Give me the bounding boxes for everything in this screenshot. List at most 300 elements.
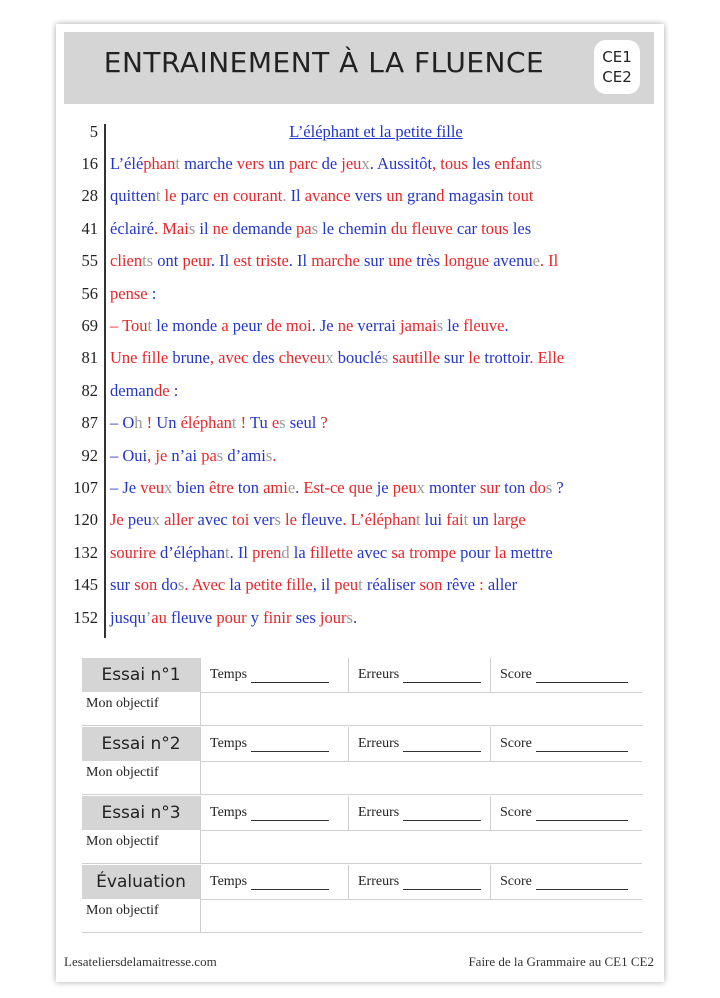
text-segment: sur xyxy=(439,348,465,368)
objective-label: Mon objectif xyxy=(86,834,159,849)
text-segment: avec xyxy=(193,510,228,530)
text-segment: deman xyxy=(110,380,154,400)
text-line xyxy=(56,348,664,380)
trial-label: Essai n°2 xyxy=(82,727,200,761)
text-segment: , avec xyxy=(209,348,249,368)
text-segment: s xyxy=(274,510,281,530)
text-segment: finir xyxy=(258,607,292,627)
text-segment: le xyxy=(464,348,481,368)
text-line-content xyxy=(110,510,526,530)
level-label-ce1: CE1 xyxy=(602,48,632,66)
text-segment: s xyxy=(188,218,196,238)
level-label-ce2: CE2 xyxy=(602,68,632,86)
text-segment: fai xyxy=(442,510,464,530)
text-segment: Il xyxy=(286,186,301,206)
text-segment: peur xyxy=(228,316,263,335)
text-segment: un xyxy=(264,154,285,173)
text-segment: aller xyxy=(159,510,194,530)
field-score xyxy=(500,865,628,899)
text-segment: son xyxy=(415,575,443,595)
text-segment: être xyxy=(204,478,234,497)
text-segment: demande xyxy=(228,218,292,238)
text-segment: ton xyxy=(233,478,259,497)
text-segment: Une fille xyxy=(110,348,169,368)
text-segment: s xyxy=(216,445,224,465)
text-segment: . xyxy=(504,316,509,335)
word-count: 55 xyxy=(81,251,98,271)
word-count: 69 xyxy=(81,316,98,335)
story-title: L’éléphant et la petite fille xyxy=(289,122,463,141)
text-segment: peu xyxy=(330,575,359,595)
text-segment: sur xyxy=(475,478,501,497)
page-title: ENTRAINEMENT À LA FLUENCE xyxy=(103,46,545,79)
text-segment: la xyxy=(225,575,242,595)
text-segment: sourire xyxy=(110,542,156,562)
table-gridline xyxy=(200,796,201,863)
table-gridline xyxy=(200,727,201,794)
trial-label: Évaluation xyxy=(82,865,200,899)
table-gridline xyxy=(348,796,349,830)
trial-label: Essai n°1 xyxy=(82,658,200,692)
table-gridline xyxy=(348,865,349,899)
text-segment: le xyxy=(443,316,460,335)
trial-label: Essai n°3 xyxy=(82,796,200,830)
text-line-content xyxy=(110,186,533,206)
text-segment: fleuve xyxy=(166,607,213,627)
text-segment: – Je xyxy=(110,478,137,497)
text-line xyxy=(56,284,664,316)
text-segment: ! xyxy=(142,413,153,433)
answer-blank-score[interactable] xyxy=(536,875,628,890)
text-segment: avec xyxy=(352,542,388,562)
text-segment: . Aussitôt xyxy=(369,154,433,173)
text-segment: éclairé xyxy=(110,218,154,238)
field-erreurs xyxy=(358,796,481,830)
text-segment: les xyxy=(508,218,532,238)
text-segment: de moi xyxy=(262,316,312,335)
header-banner xyxy=(64,32,654,104)
answer-blank-score[interactable] xyxy=(536,806,628,821)
text-segment: en courant xyxy=(209,186,283,206)
text-line-content xyxy=(110,381,178,401)
text-segment: . Elle xyxy=(529,348,565,368)
text-segment: . Il xyxy=(229,542,248,562)
text-line xyxy=(56,251,664,283)
text-segment: magasin xyxy=(444,186,504,206)
text-segment: , il xyxy=(312,575,331,595)
footer-book: Faire de la Grammaire au CE1 CE2 xyxy=(468,954,654,969)
text-segment: t xyxy=(155,186,161,206)
answer-blank-temps[interactable] xyxy=(251,806,329,821)
text-segment: ts xyxy=(142,251,154,271)
text-segment: fleuve xyxy=(459,316,505,335)
field-label: Score xyxy=(500,874,532,889)
text-segment: : xyxy=(169,380,179,400)
answer-blank-erreurs[interactable] xyxy=(403,806,481,821)
text-segment: s xyxy=(436,316,444,335)
word-count: 132 xyxy=(73,542,98,562)
text-segment: peur xyxy=(178,251,211,271)
footer-site: Lesateliersdelamaitresse.com xyxy=(64,954,217,969)
text-segment: e xyxy=(287,478,296,497)
text-line xyxy=(56,219,664,251)
text-segment: x xyxy=(416,478,425,497)
text-segment: parc xyxy=(176,186,209,206)
text-segment: . Avec xyxy=(184,575,226,595)
text-segment: t xyxy=(231,413,237,433)
field-label: Temps xyxy=(210,805,248,820)
text-segment: : xyxy=(474,575,484,595)
text-segment: clien xyxy=(110,251,143,271)
objective-label: Mon objectif xyxy=(86,903,159,918)
answer-blank-erreurs[interactable] xyxy=(403,668,481,683)
text-segment: jusqu xyxy=(110,607,146,627)
text-segment: y xyxy=(246,607,259,627)
text-segment: un xyxy=(382,186,403,206)
text-segment: les xyxy=(467,154,491,173)
word-count: 28 xyxy=(81,186,98,206)
text-segment: vers xyxy=(350,186,383,206)
text-segment: ? xyxy=(316,413,328,433)
text-segment: – Oui xyxy=(110,445,148,465)
word-count: 56 xyxy=(81,283,98,303)
text-segment: pa xyxy=(291,218,312,238)
text-segment: toi xyxy=(227,510,250,530)
table-gridline xyxy=(82,794,642,795)
field-score xyxy=(500,727,628,761)
field-label: Erreurs xyxy=(358,667,400,682)
text-segment: – O xyxy=(110,413,135,433)
text-segment: tout xyxy=(503,186,534,206)
answer-blank-erreurs[interactable] xyxy=(403,737,481,752)
text-segment: s xyxy=(279,413,286,433)
text-line-content xyxy=(110,413,328,433)
text-segment: le xyxy=(280,510,297,530)
text-segment: car xyxy=(452,218,478,238)
text-segment: lui xyxy=(420,510,443,530)
text-segment: il xyxy=(195,218,209,238)
objective-label: Mon objectif xyxy=(86,696,159,711)
text-segment: petite fille xyxy=(241,575,313,595)
text-line-content xyxy=(110,316,509,336)
trial-row xyxy=(82,658,642,726)
table-gridline xyxy=(200,761,642,762)
field-temps xyxy=(210,658,329,692)
text-segment: . xyxy=(295,478,300,497)
text-segment: sa trompe xyxy=(387,542,456,562)
word-count: 41 xyxy=(81,218,98,238)
text-segment: bien xyxy=(172,478,205,497)
text-segment: peu xyxy=(123,510,152,530)
text-segment: rêve xyxy=(442,575,475,595)
answer-blank-erreurs[interactable] xyxy=(403,875,481,890)
text-segment: la xyxy=(289,542,306,562)
text-segment: n’ai xyxy=(167,445,198,465)
text-segment: d xyxy=(436,186,445,206)
text-segment: cheveu xyxy=(274,348,326,368)
field-label: Erreurs xyxy=(358,874,400,889)
text-segment: large xyxy=(488,510,526,530)
text-line xyxy=(56,316,664,348)
text-segment: d’éléphan xyxy=(155,542,226,562)
text-line-content xyxy=(110,219,531,239)
table-gridline xyxy=(200,692,642,693)
text-segment: le xyxy=(160,186,177,206)
text-segment: des xyxy=(248,348,275,368)
text-segment: do xyxy=(525,478,546,497)
text-segment: h xyxy=(134,413,143,433)
text-segment: Un xyxy=(152,413,177,433)
text-segment: je xyxy=(372,478,389,497)
table-gridline xyxy=(200,899,642,900)
text-segment: ! xyxy=(236,413,247,433)
table-gridline xyxy=(348,727,349,761)
text-segment: enfan xyxy=(490,154,532,173)
table-gridline xyxy=(82,863,642,864)
text-segment: sautille xyxy=(388,348,440,368)
text-segment: jour xyxy=(315,607,347,627)
text-line xyxy=(56,186,664,218)
trial-row xyxy=(82,727,642,795)
text-segment: avenu xyxy=(489,251,533,271)
text-line-content xyxy=(110,348,564,368)
table-gridline xyxy=(200,658,201,725)
text-segment: x xyxy=(151,510,160,530)
text-segment: sur xyxy=(359,251,385,271)
text-segment: phan xyxy=(143,154,176,173)
word-count: 5 xyxy=(89,122,98,141)
text-line xyxy=(56,543,664,575)
text-segment: quitten xyxy=(110,186,156,206)
answer-blank-temps[interactable] xyxy=(251,668,329,683)
text-segment: t xyxy=(463,510,469,530)
word-count: 87 xyxy=(81,413,98,433)
text-line xyxy=(56,154,664,186)
text-segment: Je xyxy=(110,510,124,530)
worksheet-page xyxy=(56,24,664,982)
field-label: Erreurs xyxy=(358,805,400,820)
text-segment: ver xyxy=(249,510,275,530)
text-segment: peu xyxy=(388,478,417,497)
text-segment: d’ami xyxy=(223,445,266,465)
text-segment: veu xyxy=(136,478,165,497)
text-segment: pour xyxy=(212,607,247,627)
text-segment: . xyxy=(272,445,277,465)
text-segment: . xyxy=(352,607,358,627)
text-segment: longue xyxy=(440,251,490,271)
field-erreurs xyxy=(358,865,481,899)
text-segment: ne xyxy=(333,316,354,335)
text-segment: la xyxy=(490,542,507,562)
text-segment: son xyxy=(130,575,158,595)
table-gridline xyxy=(200,830,642,831)
field-label: Erreurs xyxy=(358,736,400,751)
text-line-content xyxy=(110,608,357,628)
text-line xyxy=(56,381,664,413)
text-segment: t xyxy=(147,316,153,335)
field-score xyxy=(500,796,628,830)
text-segment: du fleuve xyxy=(386,218,453,238)
text-segment: e xyxy=(267,413,280,433)
text-segment: est triste xyxy=(229,251,289,271)
text-segment: Tu xyxy=(246,413,268,433)
table-gridline xyxy=(490,658,491,692)
text-segment: x xyxy=(325,348,334,368)
word-count: 82 xyxy=(81,380,98,400)
text-segment: s xyxy=(177,575,185,595)
text-segment: sur xyxy=(110,575,131,595)
table-gridline xyxy=(490,796,491,830)
text-segment: , tous xyxy=(432,154,468,173)
text-segment: s xyxy=(545,478,553,497)
text-segment: brune xyxy=(168,348,210,368)
text-segment: éléphan xyxy=(176,413,232,433)
word-count: 120 xyxy=(73,510,98,530)
word-count: 152 xyxy=(73,607,98,627)
field-erreurs xyxy=(358,658,481,692)
text-segment: . Il xyxy=(288,251,308,271)
text-segment: ton xyxy=(500,478,526,497)
answer-blank-temps[interactable] xyxy=(251,737,329,752)
field-score xyxy=(500,658,628,692)
text-line xyxy=(56,446,664,478)
text-segment: Est-ce que xyxy=(299,478,373,497)
text-segment: mettre xyxy=(506,542,553,562)
text-segment: monter xyxy=(424,478,476,497)
text-segment: x xyxy=(361,154,370,173)
text-segment: t xyxy=(415,510,421,530)
text-segment: de xyxy=(153,380,170,400)
trial-row xyxy=(82,865,642,933)
field-temps xyxy=(210,727,329,761)
text-segment: au xyxy=(151,607,167,627)
text-segment: . xyxy=(282,186,287,206)
text-line-content xyxy=(110,251,558,271)
text-segment: – Tou xyxy=(110,316,148,335)
text-segment: a xyxy=(217,316,229,335)
table-gridline xyxy=(490,727,491,761)
text-segment: t xyxy=(175,154,180,173)
text-segment: un xyxy=(468,510,489,530)
text-segment: vers xyxy=(232,154,265,173)
text-segment: très xyxy=(412,251,441,271)
text-line-content xyxy=(110,543,553,563)
field-label: Temps xyxy=(210,736,248,751)
word-count: 92 xyxy=(81,445,98,465)
field-label: Score xyxy=(500,667,532,682)
text-segment: x xyxy=(164,478,173,497)
text-line xyxy=(56,510,664,542)
text-segment: d xyxy=(281,542,290,562)
text-segment: s xyxy=(311,218,319,238)
text-segment: e xyxy=(532,251,540,271)
text-segment: verrai xyxy=(353,316,396,335)
text-segment: de xyxy=(317,154,338,173)
text-segment: jamai xyxy=(395,316,437,335)
text-segment: fleuve xyxy=(296,510,343,530)
text-segment: parc xyxy=(284,154,318,173)
text-segment: jeu xyxy=(337,154,362,173)
text-segment: t xyxy=(225,542,230,562)
table-gridline xyxy=(82,725,642,726)
text-line xyxy=(56,413,664,445)
text-segment: do xyxy=(157,575,178,595)
level-badge xyxy=(594,40,640,94)
text-segment: ont xyxy=(153,251,179,271)
text-segment: une xyxy=(384,251,413,271)
field-label: Temps xyxy=(210,667,248,682)
text-line xyxy=(56,608,664,640)
text-segment: avance xyxy=(300,186,351,206)
text-segment: s xyxy=(346,607,353,627)
text-segment: L’élé xyxy=(110,154,144,173)
answer-blank-temps[interactable] xyxy=(251,875,329,890)
answer-blank-score[interactable] xyxy=(536,668,628,683)
text-segment: ’ xyxy=(145,607,152,627)
text-segment: ? xyxy=(552,478,564,497)
text-segment: bouclé xyxy=(333,348,382,368)
text-segment: . Il xyxy=(539,251,559,271)
text-segment: . Mai xyxy=(153,218,189,238)
table-gridline xyxy=(348,658,349,692)
text-segment: tous xyxy=(477,218,509,238)
text-segment: . Je xyxy=(311,316,334,335)
text-line-content xyxy=(110,446,276,466)
answer-blank-score[interactable] xyxy=(536,737,628,752)
text-segment: marche xyxy=(307,251,360,271)
text-segment: s xyxy=(265,445,273,465)
word-count: 145 xyxy=(73,575,98,595)
text-line-content xyxy=(110,154,542,174)
text-line xyxy=(56,575,664,607)
text-segment: ne xyxy=(208,218,229,238)
table-gridline xyxy=(490,865,491,899)
text-segment: le monde xyxy=(152,316,218,335)
text-segment: trottoir xyxy=(480,348,530,368)
text-segment: s xyxy=(381,348,389,368)
text-line-content xyxy=(110,284,156,304)
text-segment: ses xyxy=(291,607,316,627)
table-gridline xyxy=(82,932,642,933)
text-segment: pa xyxy=(197,445,217,465)
text-segment: marche xyxy=(179,154,233,173)
text-segment: seul xyxy=(285,413,317,433)
text-segment: aller xyxy=(483,575,518,595)
text-line xyxy=(56,478,664,510)
text-segment: , je xyxy=(147,445,168,465)
word-count: 81 xyxy=(81,348,98,368)
table-gridline xyxy=(200,865,201,932)
text-segment: pour xyxy=(456,542,491,562)
field-label: Score xyxy=(500,805,532,820)
text-line-content xyxy=(110,478,564,498)
field-erreurs xyxy=(358,727,481,761)
text-segment: ami xyxy=(258,478,288,497)
text-segment: t xyxy=(358,575,363,595)
text-segment: . L’éléphan xyxy=(342,510,416,530)
text-segment: pense xyxy=(110,283,148,303)
objective-label: Mon objectif xyxy=(86,765,159,780)
story-title-row xyxy=(56,122,664,154)
trial-row xyxy=(82,796,642,864)
text-line-content xyxy=(110,575,517,595)
field-label: Temps xyxy=(210,874,248,889)
field-temps xyxy=(210,865,329,899)
text-segment: le chemin xyxy=(318,218,387,238)
text-segment: pren xyxy=(247,542,282,562)
text-segment: fillette xyxy=(305,542,353,562)
text-segment: gran xyxy=(402,186,437,206)
